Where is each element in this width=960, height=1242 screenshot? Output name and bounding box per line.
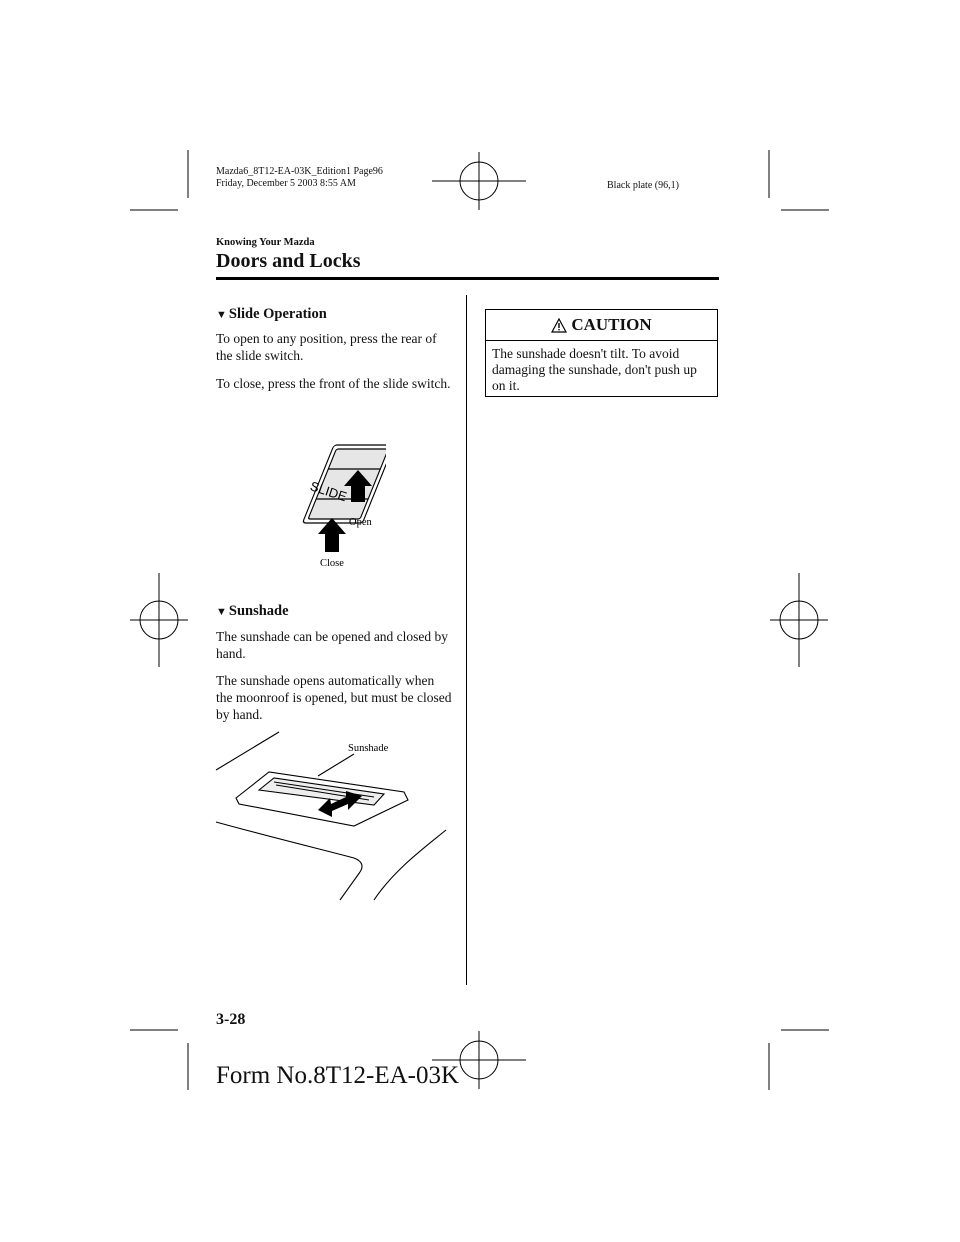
sunshade-para1: The sunshade can be opened and closed by hand. bbox=[216, 629, 449, 661]
down-triangle-icon: ▼ bbox=[216, 309, 227, 321]
switch-text: SLIDE bbox=[308, 478, 349, 505]
page-number: 3-28 bbox=[216, 1011, 246, 1028]
label-sunshade: Sunshade bbox=[348, 743, 389, 754]
print-info-line1: Mazda6_8T12-EA-03K_Edition1 Page96 bbox=[216, 166, 383, 177]
caution-text: The sunshade doesn't tilt. To avoid damaging the sunshade, don't push up on it. bbox=[492, 346, 697, 393]
section-name: Knowing Your Mazda bbox=[216, 237, 315, 248]
title-divider bbox=[216, 277, 719, 280]
caution-title: CAUTION bbox=[571, 315, 652, 334]
plate-label: Black plate (96,1) bbox=[607, 180, 679, 191]
slide-operation-para1: To open to any position, press the rear of the slide switch. bbox=[216, 331, 437, 363]
form-number: Form No.8T12-EA-03K bbox=[216, 1062, 460, 1089]
sunshade-illustration bbox=[214, 730, 450, 905]
column-divider bbox=[466, 295, 467, 985]
print-info-line2: Friday, December 5 2003 8:55 AM bbox=[216, 178, 356, 189]
page-title: Doors and Locks bbox=[216, 250, 361, 272]
warning-triangle-icon bbox=[551, 318, 567, 333]
label-open: Open bbox=[349, 517, 372, 528]
sunshade-heading: ▼ Sunshade bbox=[216, 603, 289, 619]
down-triangle-icon: ▼ bbox=[216, 606, 227, 618]
caution-box bbox=[485, 309, 718, 397]
slide-switch-illustration bbox=[276, 440, 386, 575]
slide-operation-heading: ▼ Slide Operation bbox=[216, 306, 327, 322]
slide-operation-para2: To close, press the front of the slide switch. bbox=[216, 376, 451, 391]
label-close: Close bbox=[320, 558, 344, 569]
print-info bbox=[216, 166, 383, 190]
sunshade-para2: The sunshade opens automatically when the moonroof is opened, but must be closed by hand. bbox=[216, 673, 452, 722]
caution-header bbox=[486, 310, 717, 341]
